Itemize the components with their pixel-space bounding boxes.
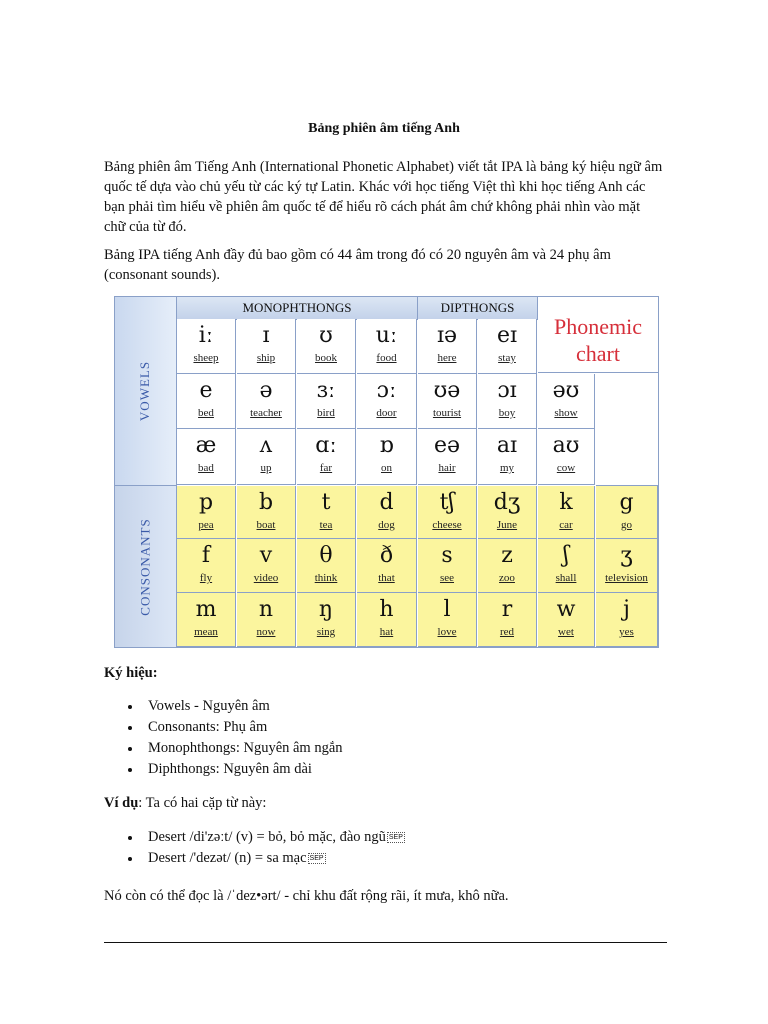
example-word: up: [260, 462, 272, 474]
ipa-symbol: ɑː: [315, 433, 337, 458]
ipa-symbol: ʊ: [319, 323, 333, 348]
example-word: door: [376, 407, 397, 419]
consonant-cell: [596, 539, 658, 593]
example-word: cow: [556, 462, 576, 474]
ipa-symbol: b: [258, 490, 274, 515]
consonant-cell: [177, 539, 236, 593]
consonant-cell: [237, 593, 296, 647]
vowel-cell: [478, 429, 537, 485]
consonant-cell: [357, 486, 417, 539]
example-word: June: [496, 519, 518, 531]
example-word: bed: [198, 407, 214, 419]
ipa-symbol: r: [501, 597, 513, 622]
example-word: here: [437, 352, 457, 364]
ipa-symbol: ŋ: [318, 597, 334, 622]
example-word: go: [621, 519, 632, 531]
example-word: mean: [194, 626, 218, 638]
example-word: my: [499, 462, 515, 474]
ipa-symbol: z: [501, 543, 513, 568]
vowel-cell: [177, 374, 236, 429]
consonant-cell: [237, 486, 296, 539]
divider: [104, 942, 667, 943]
consonant-cell: [478, 593, 537, 647]
ipa-summary-paragraph: Bảng IPA tiếng Anh đầy đủ bao gồm có 44 âm trong đó có 20 nguyên âm và 24 phụ âm (consonant sounds).: [104, 247, 611, 283]
consonant-cell: [538, 539, 595, 593]
vowel-cell: [478, 374, 537, 429]
example-word: food: [376, 352, 397, 364]
vowel-cell: [237, 429, 296, 485]
consonant-cell: [297, 539, 356, 593]
example-word: sheep: [193, 352, 219, 364]
vowel-cell: [357, 429, 417, 485]
ipa-symbol: d: [379, 490, 394, 515]
list-item: Monophthongs: Nguyên âm ngắn: [126, 738, 343, 759]
vowel-cell: [297, 429, 356, 485]
vowel-cell: [177, 429, 236, 485]
example-word: bird: [317, 407, 335, 419]
ipa-symbol: ɪ: [262, 323, 270, 348]
example-word: book: [315, 352, 337, 364]
ipa-symbol: h: [379, 597, 394, 622]
vowels-side-label: VOWELS: [115, 297, 177, 486]
consonant-cell: [177, 486, 236, 539]
ipa-symbol: p: [198, 490, 214, 515]
example-word: stay: [498, 352, 516, 364]
vowel-cell: [538, 429, 595, 485]
ipa-symbol: n: [258, 597, 274, 622]
example-word: boy: [498, 407, 516, 419]
ipa-symbol: g: [619, 490, 634, 515]
vowel-cell: [357, 319, 417, 374]
ipa-symbol: m: [195, 597, 217, 622]
example-word: television: [605, 572, 648, 584]
ipa-symbol: ɔɪ: [497, 378, 517, 403]
ipa-symbol: aʊ: [552, 433, 580, 458]
consonant-cell: [538, 486, 595, 539]
example-word: dog: [378, 519, 395, 531]
ipa-symbol: w: [556, 597, 576, 622]
list-item: Desert /'dezət/ (n) = sa mạc SEP: [126, 848, 405, 869]
example-word: hair: [438, 462, 456, 474]
vowel-cell: [177, 319, 236, 374]
example-word: red: [499, 626, 515, 638]
consonant-cell: [538, 593, 595, 647]
sep-icon: SEP: [309, 855, 324, 863]
consonant-cell: [297, 486, 356, 539]
ipa-symbol: ð: [379, 543, 394, 568]
example-word: ship: [256, 352, 276, 364]
ipa-symbol: iː: [198, 323, 214, 348]
example-word: fly: [199, 572, 213, 584]
page-title: Bảng phiên âm tiếng Anh: [308, 121, 460, 136]
example-word: teacher: [250, 407, 282, 419]
example-word: video: [253, 572, 279, 584]
example-word: boat: [256, 519, 276, 531]
consonant-cell: [237, 539, 296, 593]
example-word: tourist: [432, 407, 462, 419]
vowel-cell: [357, 374, 417, 429]
ipa-symbol: ʊə: [433, 378, 461, 403]
vowel-cell: [237, 374, 296, 429]
monophthongs-header: MONOPHTHONGS: [177, 297, 418, 320]
diphthongs-header: DIPTHONGS: [418, 297, 538, 320]
list-item: Vowels - Nguyên âm: [126, 696, 343, 717]
example-label: Ví dụ: Ta có hai cặp từ này:: [104, 795, 267, 811]
ipa-symbol: əʊ: [552, 378, 580, 403]
example-word: that: [378, 572, 395, 584]
ipa-symbol: eə: [433, 433, 461, 458]
consonant-cell: [418, 593, 477, 647]
blank-cell: [596, 374, 658, 486]
ipa-symbol: f: [201, 543, 211, 568]
ipa-symbol: θ: [319, 543, 333, 568]
example-word: pea: [198, 519, 214, 531]
legend-title: Ký hiệu:: [104, 665, 158, 681]
sep-icon: SEP: [388, 834, 403, 842]
ipa-symbol: ɪə: [436, 323, 458, 348]
ipa-symbol: tʃ: [439, 490, 455, 515]
vowel-cell: [237, 319, 296, 374]
ipa-symbol: æ: [195, 433, 217, 458]
example-word: love: [437, 626, 457, 638]
example-word: on: [381, 462, 392, 474]
example-word: sing: [316, 626, 336, 638]
example-word: yes: [619, 626, 634, 638]
list-item: Diphthongs: Nguyên âm dài: [126, 759, 343, 780]
vowel-cell: [418, 374, 477, 429]
consonant-cell: [297, 593, 356, 647]
vowel-cell: [418, 429, 477, 485]
example-word: far: [319, 462, 333, 474]
ipa-symbol: v: [259, 543, 273, 568]
consonant-cell: [418, 486, 477, 539]
list-item: Consonants: Phụ âm: [126, 717, 343, 738]
phonemic-chart-title: Phonemic chart: [538, 297, 658, 373]
example-word: hat: [379, 626, 394, 638]
ipa-symbol: ɜː: [316, 378, 336, 403]
pronunciation-note: Nó còn có thể đọc là /ˈdez•ərt/ - chỉ khu đất rộng rãi, ít mưa, khô nữa.: [104, 888, 509, 904]
ipa-symbol: e: [199, 378, 213, 403]
ipa-symbol: uː: [375, 323, 398, 348]
consonant-cell: [177, 593, 236, 647]
example-word: zoo: [499, 572, 515, 584]
consonant-cell: [478, 486, 537, 539]
list-item: Desert /di'zəːt/ (v) = bỏ, bỏ mặc, đào ngũ SEP: [126, 827, 405, 848]
legend-list: [126, 696, 343, 780]
ipa-symbol: dʒ: [493, 490, 521, 515]
ipa-symbol: ɒ: [379, 433, 394, 458]
consonant-cell: [357, 539, 417, 593]
example-list: [126, 827, 405, 869]
consonant-cell: [357, 593, 417, 647]
intro-paragraph: Bảng phiên âm Tiếng Anh (International Phonetic Alphabet) viết tắt IPA là bảng ký hiệu ngữ âm quốc tế dựa vào chủ yếu từ các ký tự Latin. Khác với học tiếng Việt thì khi học tiếng Anh các bạn phải tìm hiểu về phiên âm quốc tế để hiểu rõ cách phát âm chứ không phải nhìn vào mặt chữ của từ đó.: [104, 159, 663, 235]
ipa-symbol: ʒ: [620, 543, 633, 568]
ipa-symbol: eɪ: [496, 323, 518, 348]
consonant-cell: [596, 486, 658, 539]
example-word: car: [559, 519, 573, 531]
ipa-symbol: l: [443, 597, 451, 622]
example-word: bad: [198, 462, 214, 474]
ipa-symbol: aɪ: [496, 433, 518, 458]
consonant-cell: [418, 539, 477, 593]
consonant-cell: [596, 593, 658, 647]
consonants-side-label: CONSONANTS: [115, 486, 177, 647]
example-word: tea: [319, 519, 333, 531]
ipa-symbol: ə: [259, 378, 273, 403]
ipa-symbol: ɔː: [376, 378, 397, 403]
example-word: show: [554, 407, 578, 419]
vowel-cell: [297, 374, 356, 429]
vowel-cell: [538, 374, 595, 429]
vowel-cell: [297, 319, 356, 374]
vowel-cell: [478, 319, 537, 374]
ipa-symbol: ʌ: [259, 433, 273, 458]
example-word: now: [256, 626, 276, 638]
ipa-symbol: t: [321, 490, 331, 515]
example-word: think: [314, 572, 338, 584]
vowel-cell: [418, 319, 477, 374]
ipa-symbol: j: [623, 597, 630, 622]
consonant-cell: [478, 539, 537, 593]
ipa-symbol: ʃ: [563, 543, 569, 568]
example-word: wet: [558, 626, 574, 638]
example-word: cheese: [432, 519, 462, 531]
example-word: shall: [555, 572, 577, 584]
ipa-symbol: s: [441, 543, 453, 568]
ipa-symbol: k: [559, 490, 573, 515]
example-word: see: [439, 572, 455, 584]
phonemic-chart: [114, 296, 659, 648]
